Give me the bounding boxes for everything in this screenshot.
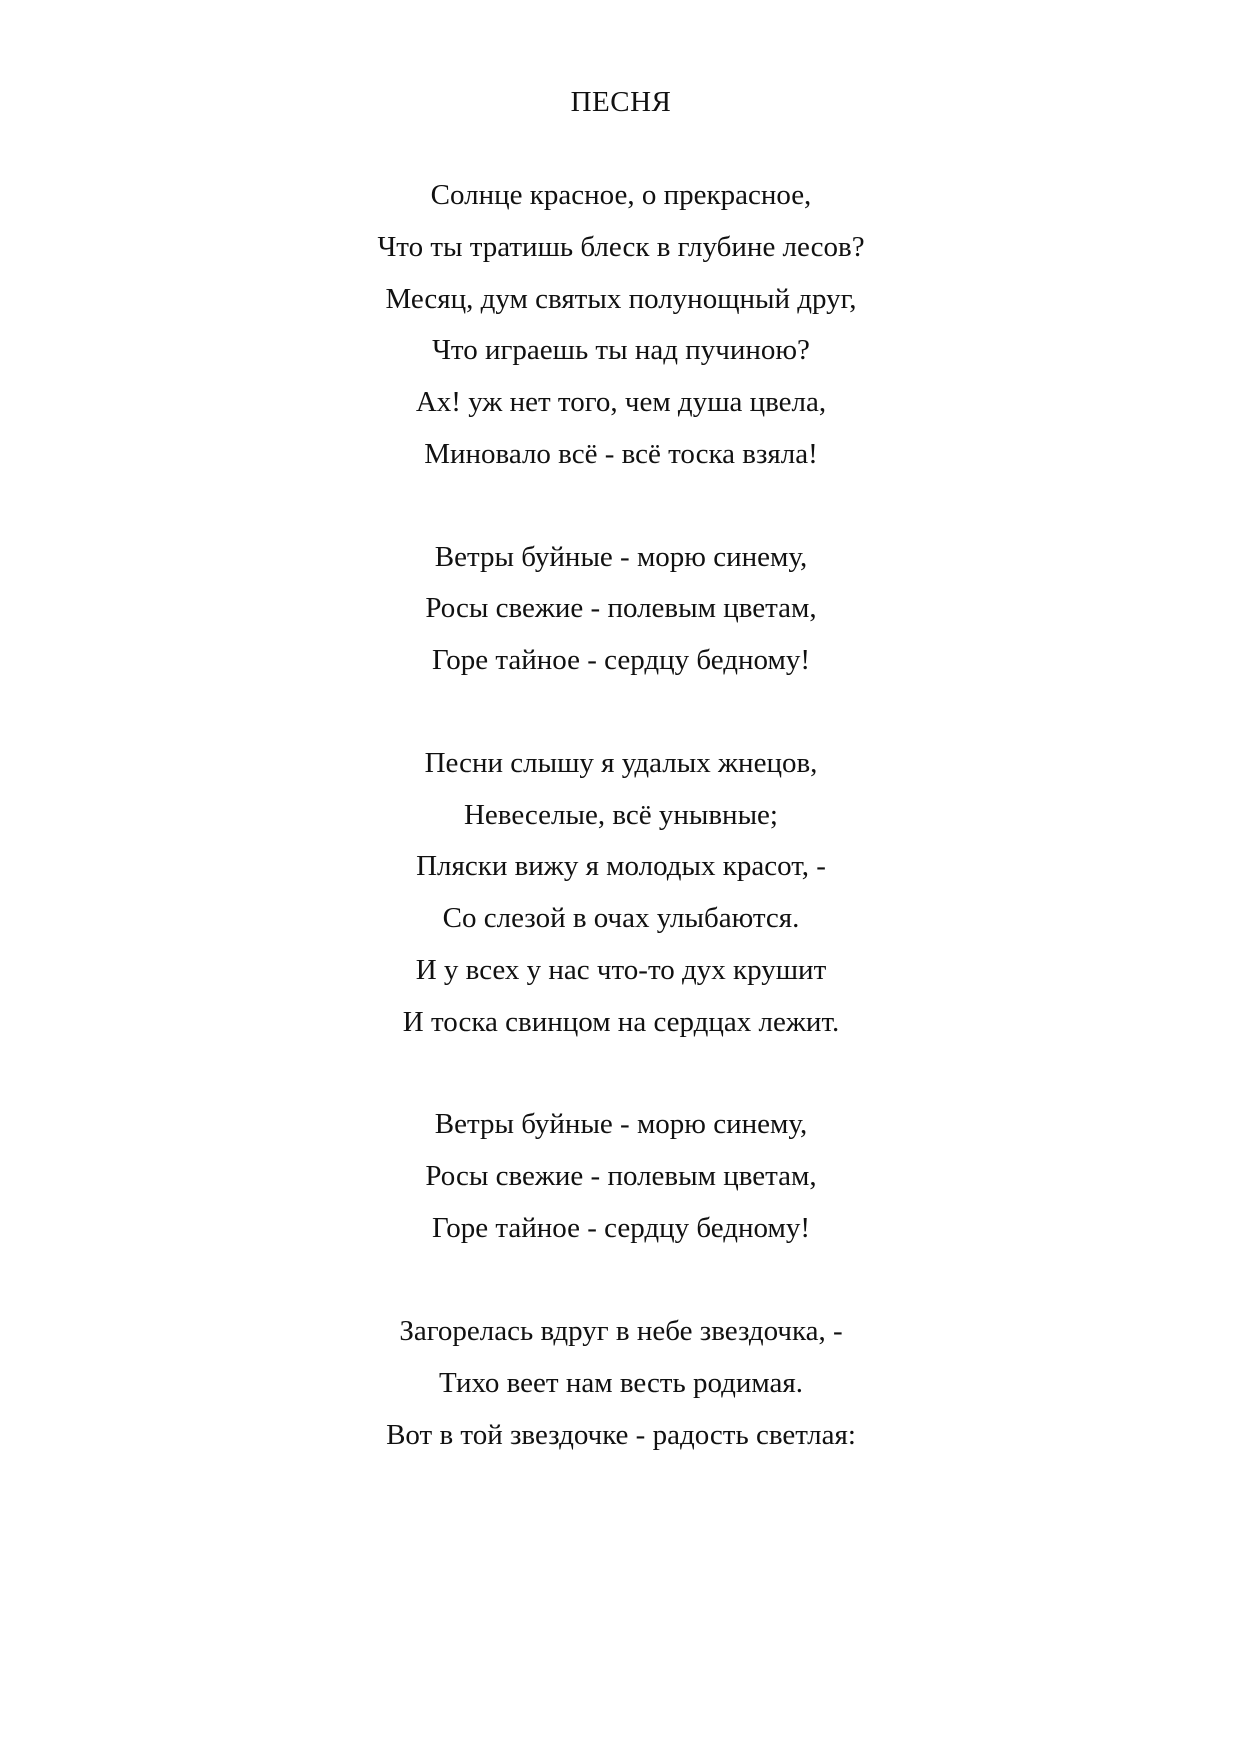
poem-line: Вот в той звездочке - радость светлая:: [386, 1419, 856, 1451]
poem-line: Тихо веет нам весть родимая.: [438, 1367, 804, 1399]
poem-line: Ах! уж нет того, чем душа цвела,: [415, 386, 827, 418]
poem-line: Что ты тратишь блеск в глубине лесов?: [377, 231, 865, 263]
poem-line: Ветры буйные - морю синему,: [434, 541, 808, 573]
poem-title: ПЕСНЯ: [570, 86, 672, 118]
poem-line: Пляски вижу я молодых красот, -: [416, 850, 826, 882]
poem-line: Песни слышу я удалых жнецов,: [424, 747, 818, 779]
poem-line: Солнце красное, о прекрасное,: [430, 179, 812, 211]
poem-line: Горе тайное - сердцу бедному!: [432, 644, 810, 676]
poem-line: Со слезой в очах улыбаются.: [442, 902, 800, 934]
poem-line: Невеселые, всё унывные;: [463, 799, 778, 831]
poem-line: Загорелась вдруг в небе звездочка, -: [399, 1315, 843, 1347]
poem-line: Миновало всё - всё тоска взяла!: [424, 438, 818, 470]
poem-line: И тоска свинцом на сердцах лежит.: [402, 1006, 840, 1038]
poem-line: Росы свежие - полевым цветам,: [425, 1160, 817, 1192]
poem-line: Что играешь ты над пучиною?: [432, 334, 810, 366]
poem-line: Ветры буйные - морю синему,: [434, 1108, 808, 1140]
poem-line: Горе тайное - сердцу бедному!: [432, 1212, 810, 1244]
poem-line: И у всех у нас что-то дух крушит: [415, 954, 827, 986]
poem-line: Месяц, дум святых полунощный друг,: [385, 283, 857, 315]
poem-line: Росы свежие - полевым цветам,: [425, 592, 817, 624]
